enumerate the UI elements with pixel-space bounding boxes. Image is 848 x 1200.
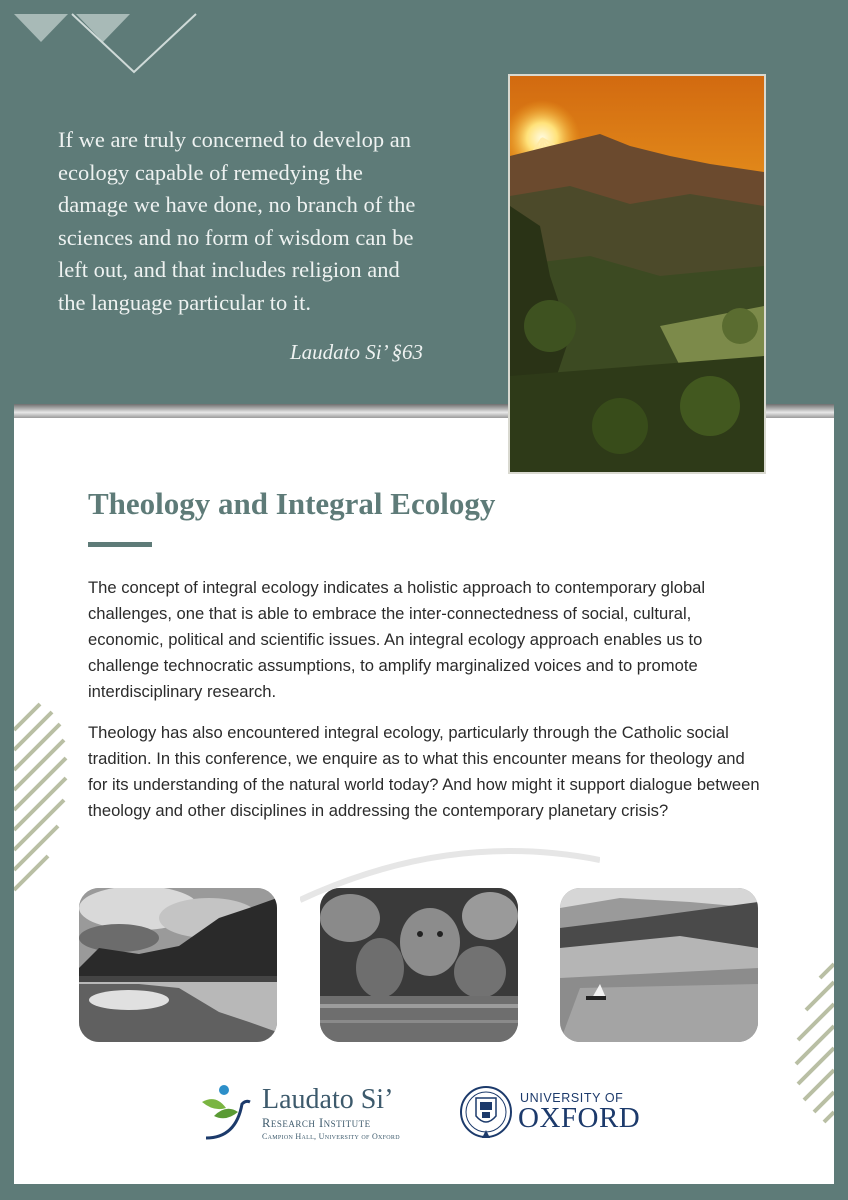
oxford-crest-icon <box>458 1082 514 1144</box>
quote-line: left out, and that includes religion and <box>58 257 400 282</box>
body-paragraph: Theology has also encountered integral ecology, particularly through the Catholic social tradition. In this conference, we enquire as to what this encounter means for theology and for its understanding of the natural world today? And how might it support dialogue between theology and other disciplines in addressing the contemporary planetary crisis? <box>88 723 760 820</box>
quote-line: sciences and no form of wisdom can be <box>58 224 414 250</box>
bird-leaf-icon <box>196 1082 256 1144</box>
hatch-decoration-left <box>14 700 74 900</box>
zigzag-decoration <box>14 12 199 74</box>
laudato-si-logo <box>196 1082 436 1144</box>
oxford-top-text: UNIVERSITY OF <box>520 1091 624 1105</box>
laudato-si-name: Laudato Si’ <box>262 1084 394 1115</box>
section-heading: Theology and Integral Ecology <box>88 486 496 521</box>
river-forest-photo <box>79 888 277 1042</box>
jaguar-photo <box>320 888 518 1042</box>
laudato-si-subtitle: Research Institute <box>262 1116 371 1130</box>
hatch-decoration-right <box>794 960 834 1130</box>
quote-line: damage we have done, no branch of the <box>58 192 416 217</box>
quote-line: ecology capable of remedying the <box>58 159 363 185</box>
desert-dunes-photo <box>560 888 758 1042</box>
oxford-logo <box>458 1082 658 1144</box>
mountain-sunset-photo <box>508 74 766 474</box>
quote-line: If we are truly concerned to develop an <box>58 127 411 152</box>
laudato-si-affiliation: Campion Hall, University of Oxford <box>262 1132 400 1141</box>
body-paragraph: The concept of integral ecology indicates a holistic approach to contemporary global challenges, one that is able to embrace the inter-connectedness of social, cultural, economic, political and scientific issues. An integral ecology approach enables us to challenge technocratic assumptions, to amplify marginalized voices and to promote interdisciplinary research. <box>88 578 706 701</box>
quote-citation: Laudato Si’ §63 <box>290 340 424 364</box>
quote-line: the language particular to it. <box>58 289 312 315</box>
heading-underline <box>88 542 152 547</box>
oxford-main-text: OXFORD <box>518 1102 641 1134</box>
intro-quote <box>58 124 458 319</box>
